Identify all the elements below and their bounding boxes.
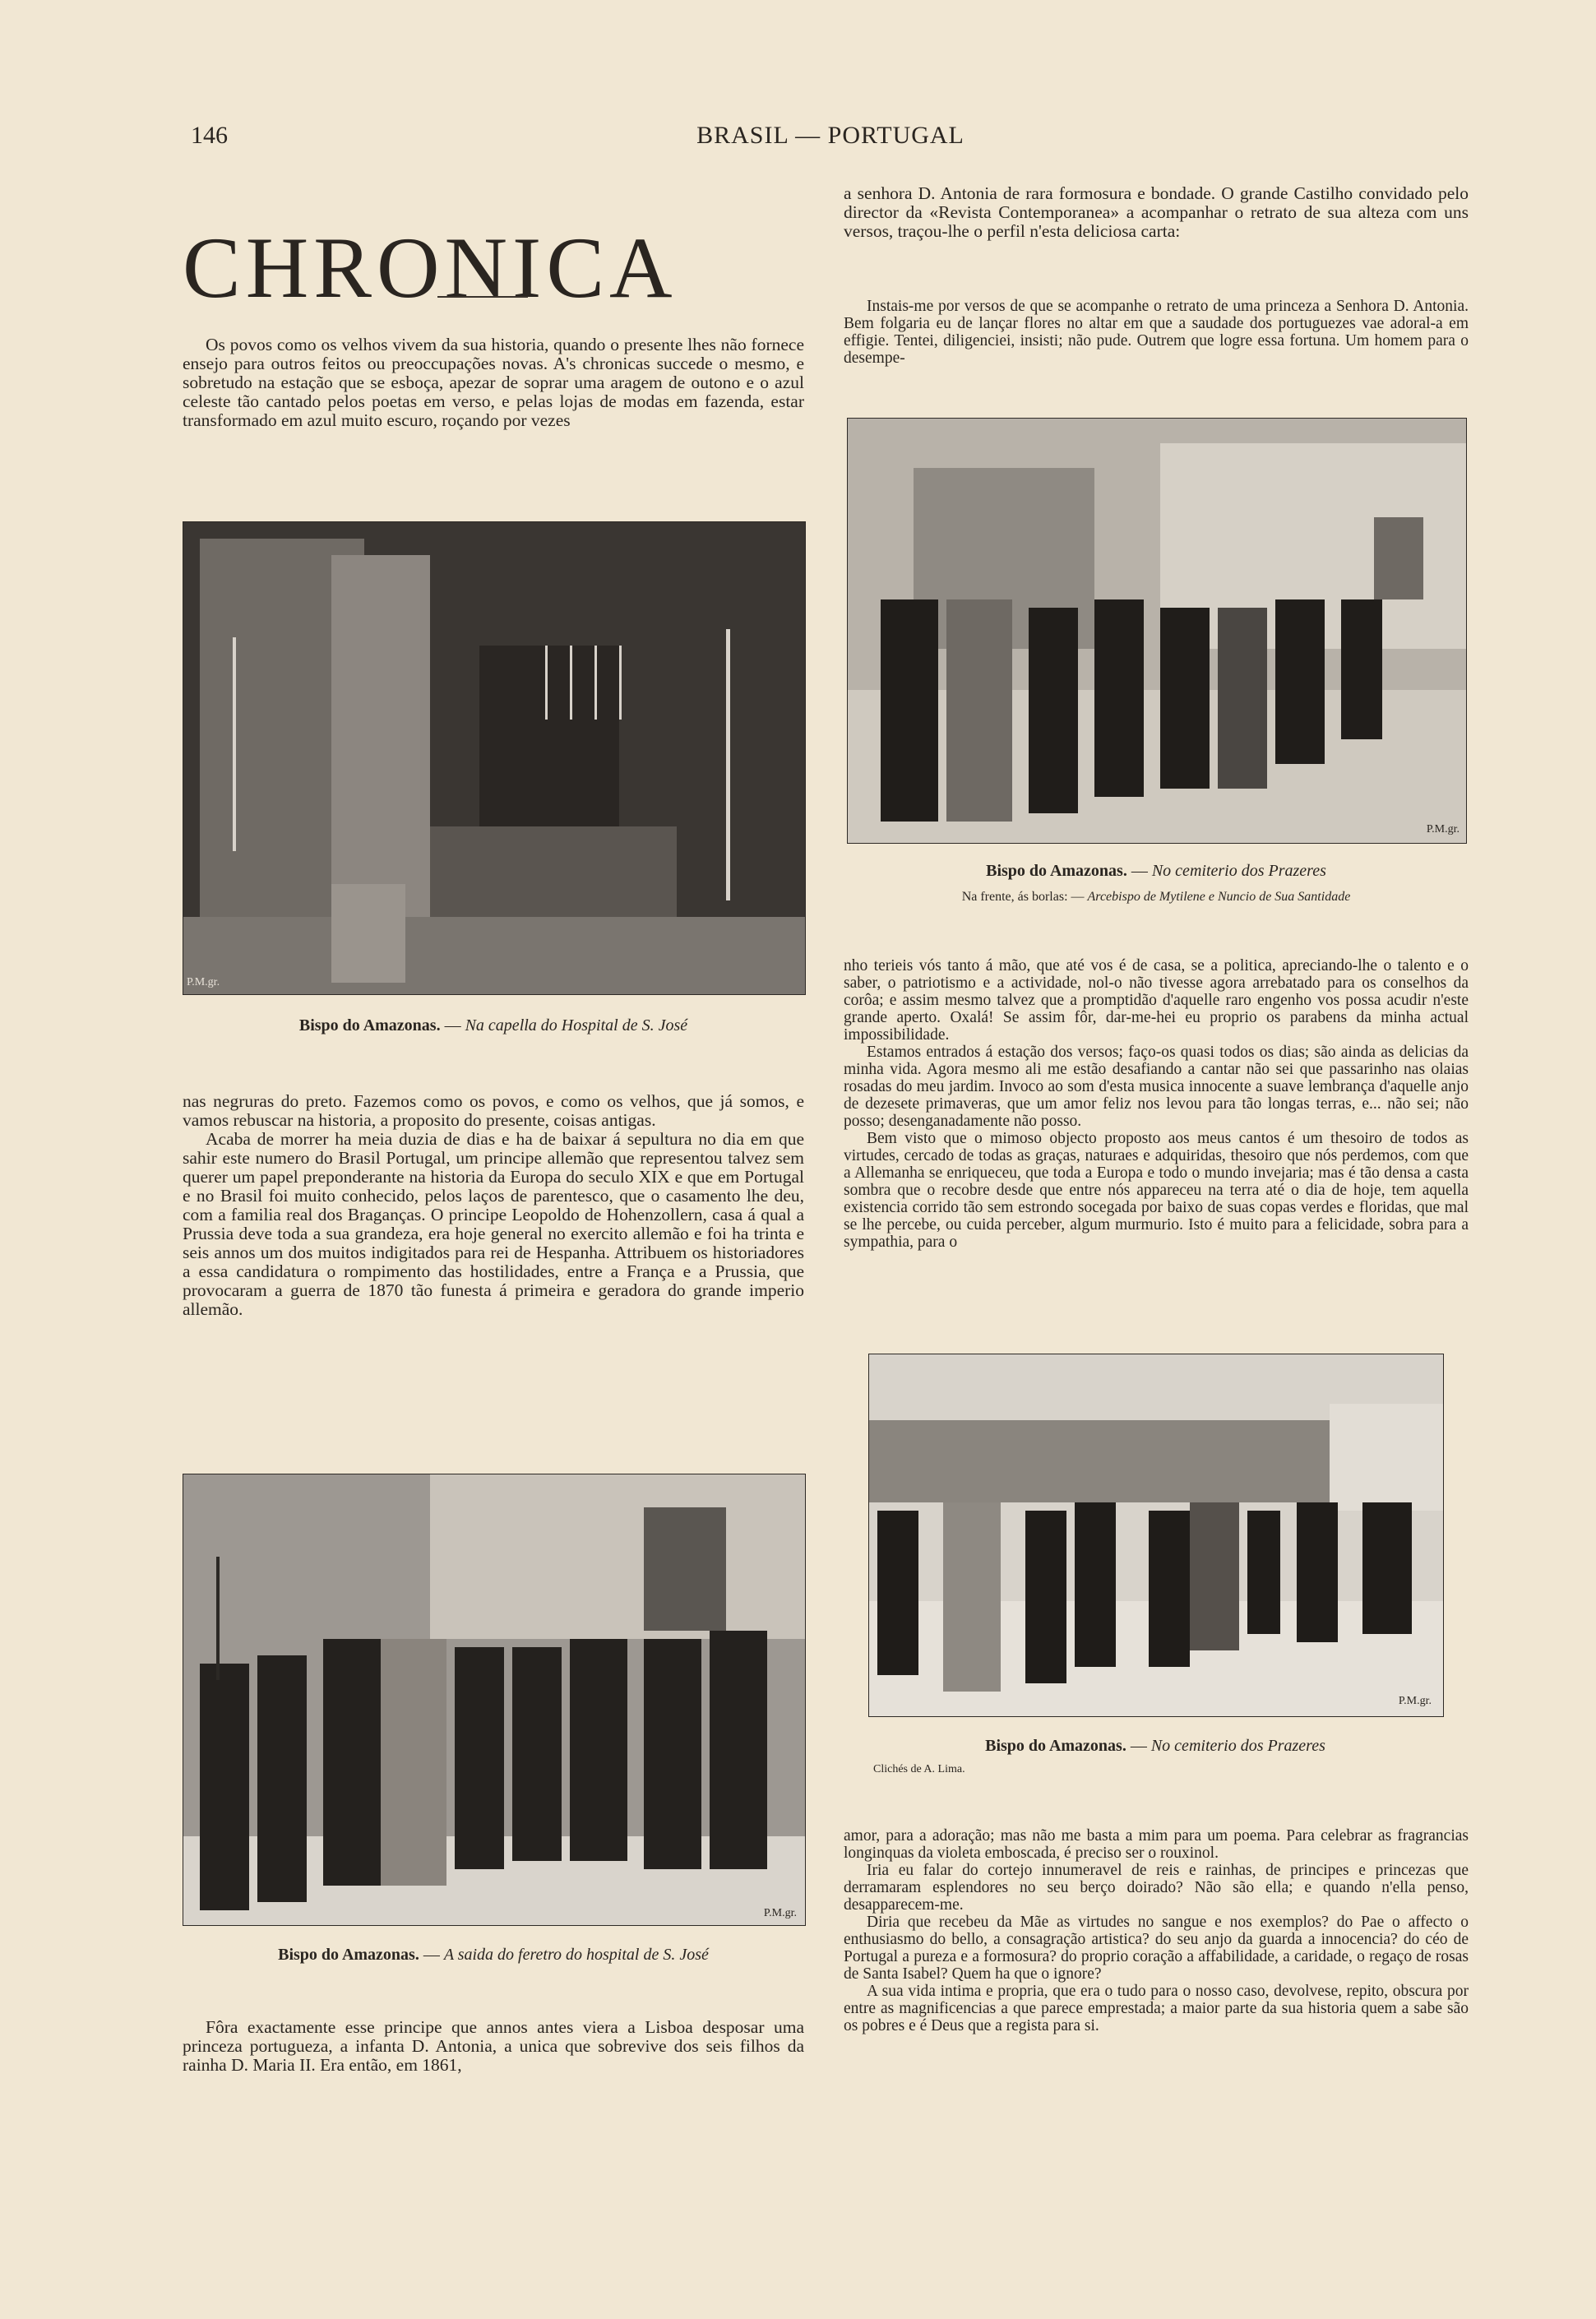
paragraph: A sua vida intima e propria, que era o tudo para o nosso caso, devolvese, repito, obscura por entre as magnificencias a que parece emprestada; a maior parte da sua historia quem a sabe são os pobres e é Deus que a regista para si. xyxy=(844,1983,1469,2034)
caption-dash: — xyxy=(440,1016,465,1035)
paragraph: nho terieis vós tanto á mão, que até vos é de casa, se a politica, apreciando-lhe o talento e o saber, o patriotismo e a actividade, nol-o não tivesse agora arrebatado para os conselhos da corôa; e assim mesmo talvez que a promptidão d'aquelle raro engenho vos possa acudir n'este grande aperto. Oxalá! Se assim fôr, dar-me-hei eu proprio os parabens da minha actual impossibilidade. xyxy=(844,957,1469,1044)
paragraph: Os povos como os velhos vivem da sua historia, quando o presente lhes não fornece ensejo para outros feitos ou preoccupações novas. A's chronicas succede o mesmo, e sobretudo na estação que se esboça, apezar de soprar uma aragem de outono e o azul celeste tão cantado pelos poetas em verso, e pelas lojas de modas em fazenda, estar transformado em azul muito escuro, roçando por vezes xyxy=(183,336,804,430)
left-intro-text xyxy=(183,336,804,467)
caption-dash: — xyxy=(1126,862,1152,880)
photo-cemetery-2 xyxy=(868,1354,1444,1717)
caption-dash: — xyxy=(1126,1737,1151,1755)
caption-fig1 xyxy=(183,1016,804,1035)
letter-top-text xyxy=(844,298,1469,377)
engraver-mark: P.M.gr. xyxy=(187,976,220,988)
left-bottom-text xyxy=(183,2018,804,2084)
photo-credit: Clichés de A. Lima. xyxy=(873,1763,965,1775)
paragraph: Estamos entrados á estação dos versos; faço-os quasi todos os dias; são ainda as delicias da minha vida. Agora mesmo ali me estão desafiando a cantar não sei que passarinho nas olaias rosadas do meu jardim. Invoco ao som d'esta musica innocente a suave lembrança d'aquelle anjo de dezesete primaveras, que um amor feliz nos levou para tão longas terras, e... não sei; não posso; desenganadamente não posso. xyxy=(844,1044,1469,1130)
paragraph: Diria que recebeu da Mãe as virtudes no sangue e nos exemplos? do Pae o affecto o enthusiasmo do bello, a consagração artistica? do seu anjo da guarda a innocencia? do céo de Portugal a pureza e a formosura? do proprio coração a affabilidade, a caridade, o regaço de rosas de Santa Isabel? Quem ha que o ignore? xyxy=(844,1914,1469,1983)
paragraph: nas negruras do preto. Fazemos como os povos, e como os velhos, que já somos, e vamos rebuscar na historia, a proposito do presente, coisas antigas. xyxy=(183,1092,804,1130)
caption-fig4 xyxy=(868,1737,1442,1756)
subcaption-fig2 xyxy=(847,890,1465,905)
photo-cemetery-1 xyxy=(847,418,1467,844)
paragraph: a senhora D. Antonia de rara formosura e bondade. O grande Castilho convidado pelo director da «Revista Contemporanea» a acompanhar o retrato de sua alteza com uns versos, traçou-lhe o perfil n'esta deliciosa carta: xyxy=(844,184,1469,241)
paragraph: amor, para a adoração; mas não me basta a mim para um poema. Para celebrar as fragrancias longinquas da violeta emboscada, é preciso ser o rouxinol. xyxy=(844,1827,1469,1862)
paragraph: Instais-me por versos de que se acompanhe o retrato de uma princeza a Senhora D. Antonia. Bem folgaria eu de lançar flores no altar em que a saudade dos portuguezes vae adoral-a em effigie. Tentei, diligenciei, insisti; não pude. Outrem que logre essa fortuna. Um homem para o desempe- xyxy=(844,298,1469,367)
caption-bold: Bispo do Amazonas. xyxy=(985,1737,1126,1755)
caption-bold: Bispo do Amazonas. xyxy=(986,862,1127,880)
engraver-mark: P.M.gr. xyxy=(763,1907,797,1919)
subcaption-italic: Arcebispo de Mytilene e Nuncio de Sua Santidade xyxy=(1087,890,1351,904)
caption-fig2 xyxy=(847,862,1465,881)
subcaption-plain: Na frente, ás borlas: — xyxy=(961,890,1088,904)
letter-bottom-text xyxy=(844,1827,1469,2094)
caption-italic: Na capella do Hospital de S. José xyxy=(465,1016,688,1035)
right-top-text xyxy=(844,184,1469,275)
caption-bold: Bispo do Amazonas. xyxy=(278,1946,419,1964)
title-rule xyxy=(437,296,528,298)
caption-bold: Bispo do Amazonas. xyxy=(298,1016,441,1035)
caption-italic: A saida do feretro do hospital de S. José xyxy=(443,1946,709,1964)
photo-chapel xyxy=(183,521,806,995)
paragraph: Bem visto que o mimoso objecto proposto aos meus cantos é um thesoiro de todos as virtudes, cercado de todas as graças, naturaes e adquiridas, thesoiro que nós perdemos, com que a Allemanha se enriqueceu, que toda a Europa e todo o mundo invejaria; mas é tão densa a casta sombra que o recobre desde que entre nós appareceu na terra até o dia de hoje, tem aquella existencia corrido tão sem estrondo socegada por baixo de suas copas verdes e floridas, que mal se lhe percebe, ou cuida perceber, algum murmurio. Isto é muito para a felicidade, sobra para a sympathia, para o xyxy=(844,1130,1469,1251)
caption-fig3 xyxy=(183,1946,804,1965)
caption-italic: No cemiterio dos Prazeres xyxy=(1151,862,1326,880)
caption-dash: — xyxy=(419,1946,444,1964)
engraver-mark: P.M.gr. xyxy=(1398,1695,1432,1707)
letter-middle-text xyxy=(844,957,1469,1312)
paragraph: Acaba de morrer ha meia duzia de dias e ha de baixar á sepultura no dia em que sahir este numero do Brasil Portugal, um principe allemão que representou talvez sem querer um papel preponderante na historia da Europa do seculo XIX e que em Portugal e no Brasil foi muito conhecido, pelos laços de parentesco, que o casamento lhe deu, com a familia real dos Braganças. O principe Leopoldo de Hohenzollern, casa á qual a Prussia deve toda a sua grandeza, era hoje general no exercito allemão e foi ha trinta e seis annos um dos muitos indigitados para rei de Hespanha. Attribuem os historiadores a essa candidatura o rompimento das hostilidades, entre a França e a Prussia, que provocaram a guerra de 1870 tão funesta á primeira e geradora do grande imperio allemão. xyxy=(183,1129,804,1319)
caption-italic: No cemiterio dos Prazeres xyxy=(1150,1737,1325,1755)
page-title: CHRONICA xyxy=(183,220,678,317)
photo-departure xyxy=(183,1474,806,1926)
page-number: 146 xyxy=(191,122,228,149)
paragraph: Fôra exactamente esse principe que annos antes viera a Lisboa desposar uma princeza portugueza, a infanta D. Antonia, a unica que sobrevive dos seis filhos da rainha D. Maria II. Era então, em 1861, xyxy=(183,2018,804,2075)
engraver-mark: P.M.gr. xyxy=(1426,823,1460,835)
left-middle-text xyxy=(183,1092,804,1421)
running-title: BRASIL — PORTUGAL xyxy=(696,122,965,149)
paragraph: Iria eu falar do cortejo innumeravel de reis e rainhas, de principes e princezas que derramaram esplendores no seu berço doirado? Não são ella; e quando n'ella penso, desapparecem-me. xyxy=(844,1862,1469,1914)
